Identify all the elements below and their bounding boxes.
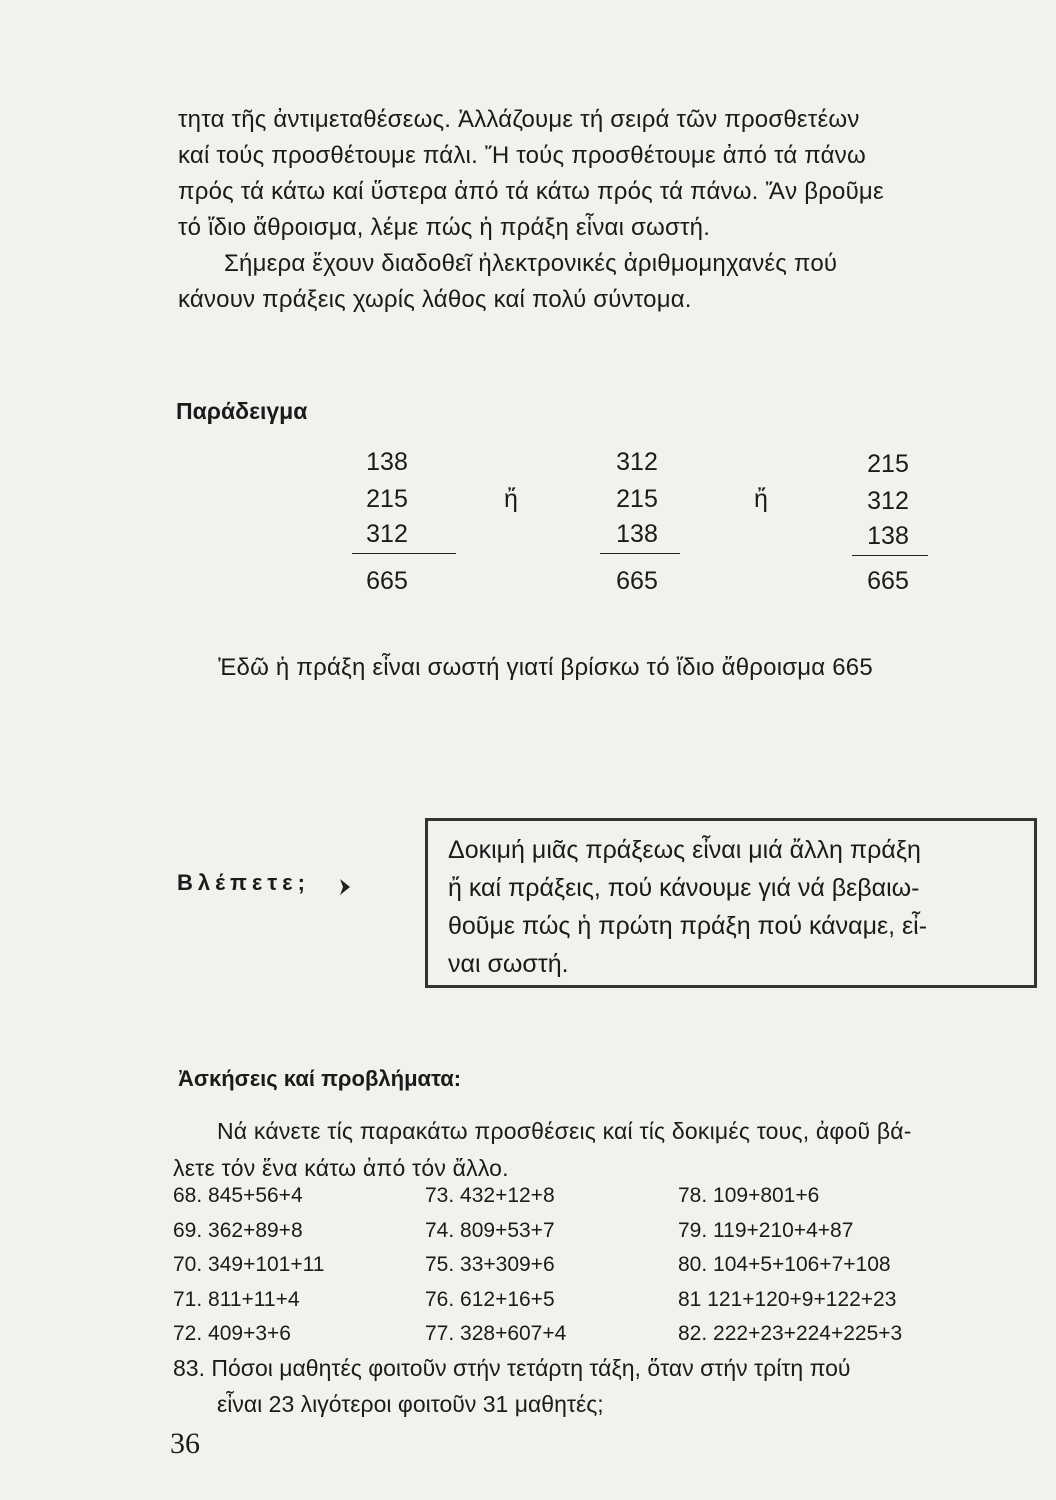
intro-line: τό ἴδιο ἄθροισμα, λέμε πώς ἡ πράξη εἶναι σωστή. (178, 214, 711, 241)
definition-line: θοῦμε πώς ἡ πρώτη πράξη πού κάναμε, εἶ- (448, 912, 928, 940)
exercise-column (425, 1179, 566, 1352)
sum: 665 (616, 567, 658, 595)
exercise-item: 82. 222+23+224+225+3 (678, 1322, 903, 1345)
exercise-item: 68. 845+56+4 (173, 1184, 303, 1207)
intro-line: κάνουν πράξεις χωρίς λάθος καί πολύ σύντομα. (178, 286, 692, 313)
addend: 138 (616, 520, 658, 548)
example-heading: Παράδειγμα (176, 398, 308, 424)
exercise-item: 69. 362+89+8 (173, 1218, 303, 1242)
or-word: ἤ (504, 485, 518, 513)
or-word: ἤ (754, 485, 768, 513)
instruction-line: λετε τόν ἕνα κάτω ἀπό τόν ἄλλο. (173, 1155, 509, 1181)
page-number: 36 (170, 1427, 200, 1460)
intro-paragraph (178, 102, 1038, 318)
intro-line: τητα τῆς ἀντιμεταθέσεως. Ἀλλάζουμε τή σειρά τῶν προσθετέων (178, 106, 860, 133)
problem-line: 83. Πόσοι μαθητές φοιτοῦν στήν τετάρτη τάξη, ὅταν στήν τρίτη πού (173, 1355, 851, 1381)
addend: 312 (366, 520, 408, 548)
sum-rule (852, 555, 928, 556)
addend: 312 (867, 487, 909, 515)
exercise-item: 77. 328+607+4 (425, 1322, 567, 1345)
exercise-column (678, 1179, 902, 1352)
problem-83 (173, 1350, 851, 1422)
exercise-item: 78. 109+801+6 (678, 1184, 820, 1207)
intro-line: Σήμερα ἔχουν διαδοθεῖ ἠλεκτρονικές ἀριθμομηχανές πού (224, 250, 838, 277)
addend: 215 (366, 485, 408, 513)
definition-line: ἤ καί πράξεις, πού κάνουμε γιά νά βεβαιω- (448, 874, 920, 902)
example-conclusion: Ἐδῶ ἡ πράξη εἶναι σωστή γιατί βρίσκω τό ἴδιο ἄθροισμα 665 (218, 654, 873, 681)
exercise-item: 79. 119+210+4+87 (678, 1218, 854, 1242)
addend: 312 (616, 448, 658, 476)
problem-line: εἶναι 23 λιγότεροι φοιτοῦν 31 μαθητές; (217, 1391, 604, 1417)
exercises-instruction (173, 1113, 1033, 1187)
exercise-column (173, 1179, 324, 1352)
intro-line: καί τούς προσθέτουμε πάλι. Ἤ τούς προσθέτουμε ἀπό τά πάνω (178, 142, 866, 169)
exercise-item: 72. 409+3+6 (173, 1322, 291, 1345)
exercise-item: 76. 612+16+5 (425, 1287, 555, 1311)
exercise-item: 81 121+120+9+122+23 (678, 1287, 897, 1311)
addend: 138 (867, 522, 909, 550)
sum: 665 (366, 567, 408, 595)
sum-rule (352, 553, 456, 554)
pointer-arrow-icon (338, 878, 352, 896)
intro-line: πρός τά κάτω καί ὕστερα ἀπό τά κάτω πρός τά πάνω. Ἄν βροῦμε (178, 178, 884, 205)
exercises-heading: Ἀσκήσεις καί προβλήματα: (178, 1066, 462, 1091)
exercise-item: 70. 349+101+11 (173, 1253, 325, 1276)
addend: 215 (616, 485, 658, 513)
definition-line: ναι σωστή. (448, 950, 569, 978)
addend: 215 (867, 450, 909, 478)
sum: 665 (867, 567, 909, 595)
note-label: Βλέπετε; (177, 870, 310, 895)
exercise-item: 75. 33+309+6 (425, 1253, 555, 1276)
exercise-item: 80. 104+5+106+7+108 (678, 1253, 891, 1276)
definition-line: Δοκιμή μιᾶς πράξεως εἶναι μιά ἄλλη πράξη (448, 836, 921, 864)
exercise-item: 71. 811+11+4 (173, 1287, 300, 1311)
sum-rule (600, 553, 680, 554)
exercise-item: 74. 809+53+7 (425, 1218, 555, 1242)
exercise-item: 73. 432+12+8 (425, 1184, 555, 1207)
instruction-line: Νά κάνετε τίς παρακάτω προσθέσεις καί τίς δοκιμές τους, ἀφοῦ βά- (217, 1118, 912, 1144)
definition-box (425, 818, 1037, 988)
addend: 138 (366, 448, 408, 476)
